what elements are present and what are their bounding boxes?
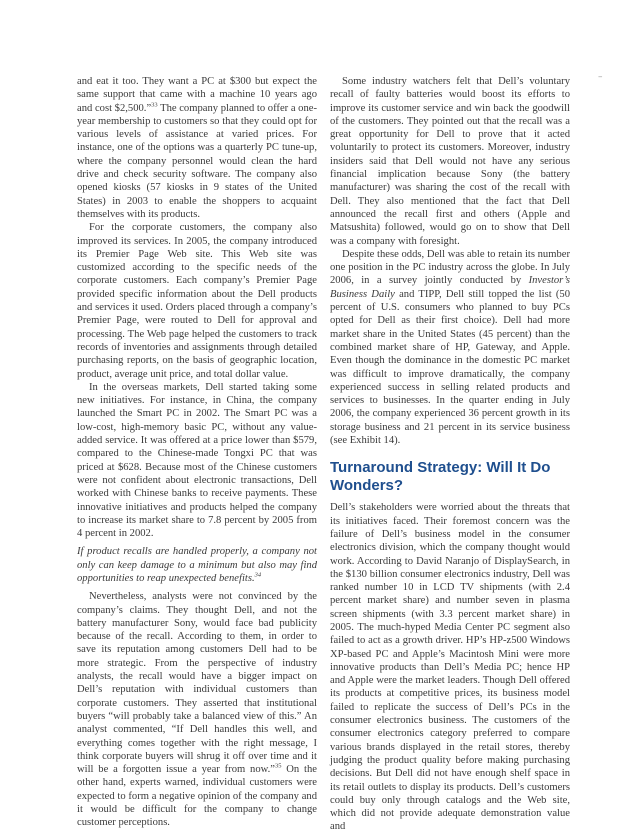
paragraph-text: and TIPP, Dell still topped the list (50 percent of U.S. consumers who planned to buy PCs opted for Dell as their first choice). Dell had more market share in the United States (45 percent) than the combined market share of HP, Gateway, and Apple. Even though the dominance in the domestic PC market was difficult to improve dramatically, the company experienced success in selling related products and services to businesses. In the quarter ending in July 2006, the company experienced 36 percent growth in its storage business and 21 percent in its service business (see Exhibit 14). (330, 288, 570, 447)
paragraph: For the corporate customers, the company also improved its services. In 2005, the company introduced its Premier Page Web site. This Web site was customized according to the specific needs of the corporate customers. Each company’s Premier Page provided specific information about the Dell products and services it used. Orders placed through a company’s Premier Page, were routed to Dell for approval and processing. The Web page helped the customers to track records of inventories and assignments through detailed purchasing reports, on the basis of geographic location, product, average unit price, and total dollar value. (77, 222, 317, 380)
pull-quote (77, 545, 317, 585)
quote-text: If product recalls are handled properly, a company not only can keep damage to a minimum but also may find opportunities to reap unexpected benefits. (77, 546, 317, 584)
paragraph-text: Nevertheless, analysts were not convinced by the company’s claims. They thought Dell, and not the battery manufacturer Sony, would face bad publicity because of the recall. According to them, in order to save its reputation among customers Dell had to be more strategic. From the perspective of industry analysts, the recall would have a bigger impact on Dell’s reputation with individual customers than corporate customers. They asserted that institutional buyers “will probably take a balanced view of this.” An analyst commented, “If Dell handles this well, and everything comes together with the right message, I think corporate buyers will shrug it off over time and it will be a forgotten issue a year from now.” (77, 591, 317, 776)
paragraph (77, 75, 317, 221)
footnote-ref: 35 (274, 762, 282, 770)
right-column (330, 75, 570, 834)
paragraph (330, 248, 570, 447)
paragraph-text: and eat it too. They want a PC at $300 but expect the same support that came with a machine 10 years ago and cost $2,500.” (77, 76, 317, 114)
paragraph-text: Despite these odds, Dell was able to retain its number one position in the PC industry across the globe. In July 2006, in a survey jointly conducted by (330, 248, 570, 287)
footnote-ref: 34 (254, 571, 262, 579)
corner-mark: – (598, 72, 603, 82)
left-column (77, 75, 317, 830)
paragraph: Dell’s stakeholders were worried about the threats that its initiatives faced. Their foremost concern was the failure of Dell’s business model in the consumer electronics division, which the company thought would work. According to David Naranjo of DisplaySearch, in the $130 billion consumer electronics industry, Dell was ranked number 10 in LCD TV shipments (with 2.4 percent market share) and number seven in plasma screen shipments (with 3.3 percent market share) in 2005. The much-hyped Media Center PC segment also failed to act as a growth driver. HP’s HP-z500 Windows XP-based PC and Apple’s Macintosh Mini were more innovative products than Dell’s Media PC; hence HP and Apple were the market leaders. Though Dell offered its products at competitive prices, its business model failed to replicate the success of Dell’s PCs in the consumer electronics business. The customers of the consumer electronics category preferred to compare various brands displayed in the retail stores, thereby judging the product quality before making purchasing decisions. But Dell did not have enough shelf space in its retail outlets to display its products. Dell’s customers could buy only through catalogs and the Web site, which did not provide adequate demonstration value and (330, 502, 570, 833)
paragraph (77, 590, 317, 829)
paragraph: In the overseas markets, Dell started taking some new initiatives. For instance, in China, the company launched the Smart PC in 2002. The Smart PC was a low-cost, high-memory basic PC, without any value-added service. It was offered at a price lower than $579, compared to the Chinese-made Tongxi PC that was priced at $628. Because most of the Chinese customers were not confident about electronic transactions, Dell worked with Chinese banks to receive payments. These innovative initiatives and products helped the company to increase its market share to 7.8 percent by 2005 from 4 percent in 2002. (77, 381, 317, 540)
section-heading: Turnaround Strategy: Will It Do Wonders? (330, 459, 551, 495)
publication-title: Investor’s Business Daily (330, 275, 570, 300)
paragraph: Some industry watchers felt that Dell’s voluntary recall of faulty batteries would boost its efforts to improve its customer service and win back the goodwill of the customers. They pointed out that the recall was a great opportunity for Dell to prove that it acted voluntarily to protect its customers. Moreover, industry insiders said that Dell would not have any serious financial implication because Sony (the battery manufacturer) was sharing the cost of the recall with Dell. They also mentioned that the fact that Dell announced the recall first and others (Apple and Matsushita) followed, would go on to show that Dell was a company with foresight. (330, 76, 570, 247)
paragraph-text: On the other hand, experts warned, individual customers were expected to form a negative opinion of the company and it would be difficult for the company to change customer perceptions. (77, 764, 317, 829)
footnote-ref: 33 (151, 101, 158, 109)
paragraph-text: The company planned to offer a one-year membership to customers so that they could opt for various levels of assistance at varied prices. For instance, one of the options was a quarterly PC tune-up, where the company personnel would clean the hard drive and check security software. The company also opened kiosks (57 kiosks in 9 states of the United States) in 2003 to enable the shoppers to acquaint themselves with its products. (77, 102, 317, 220)
